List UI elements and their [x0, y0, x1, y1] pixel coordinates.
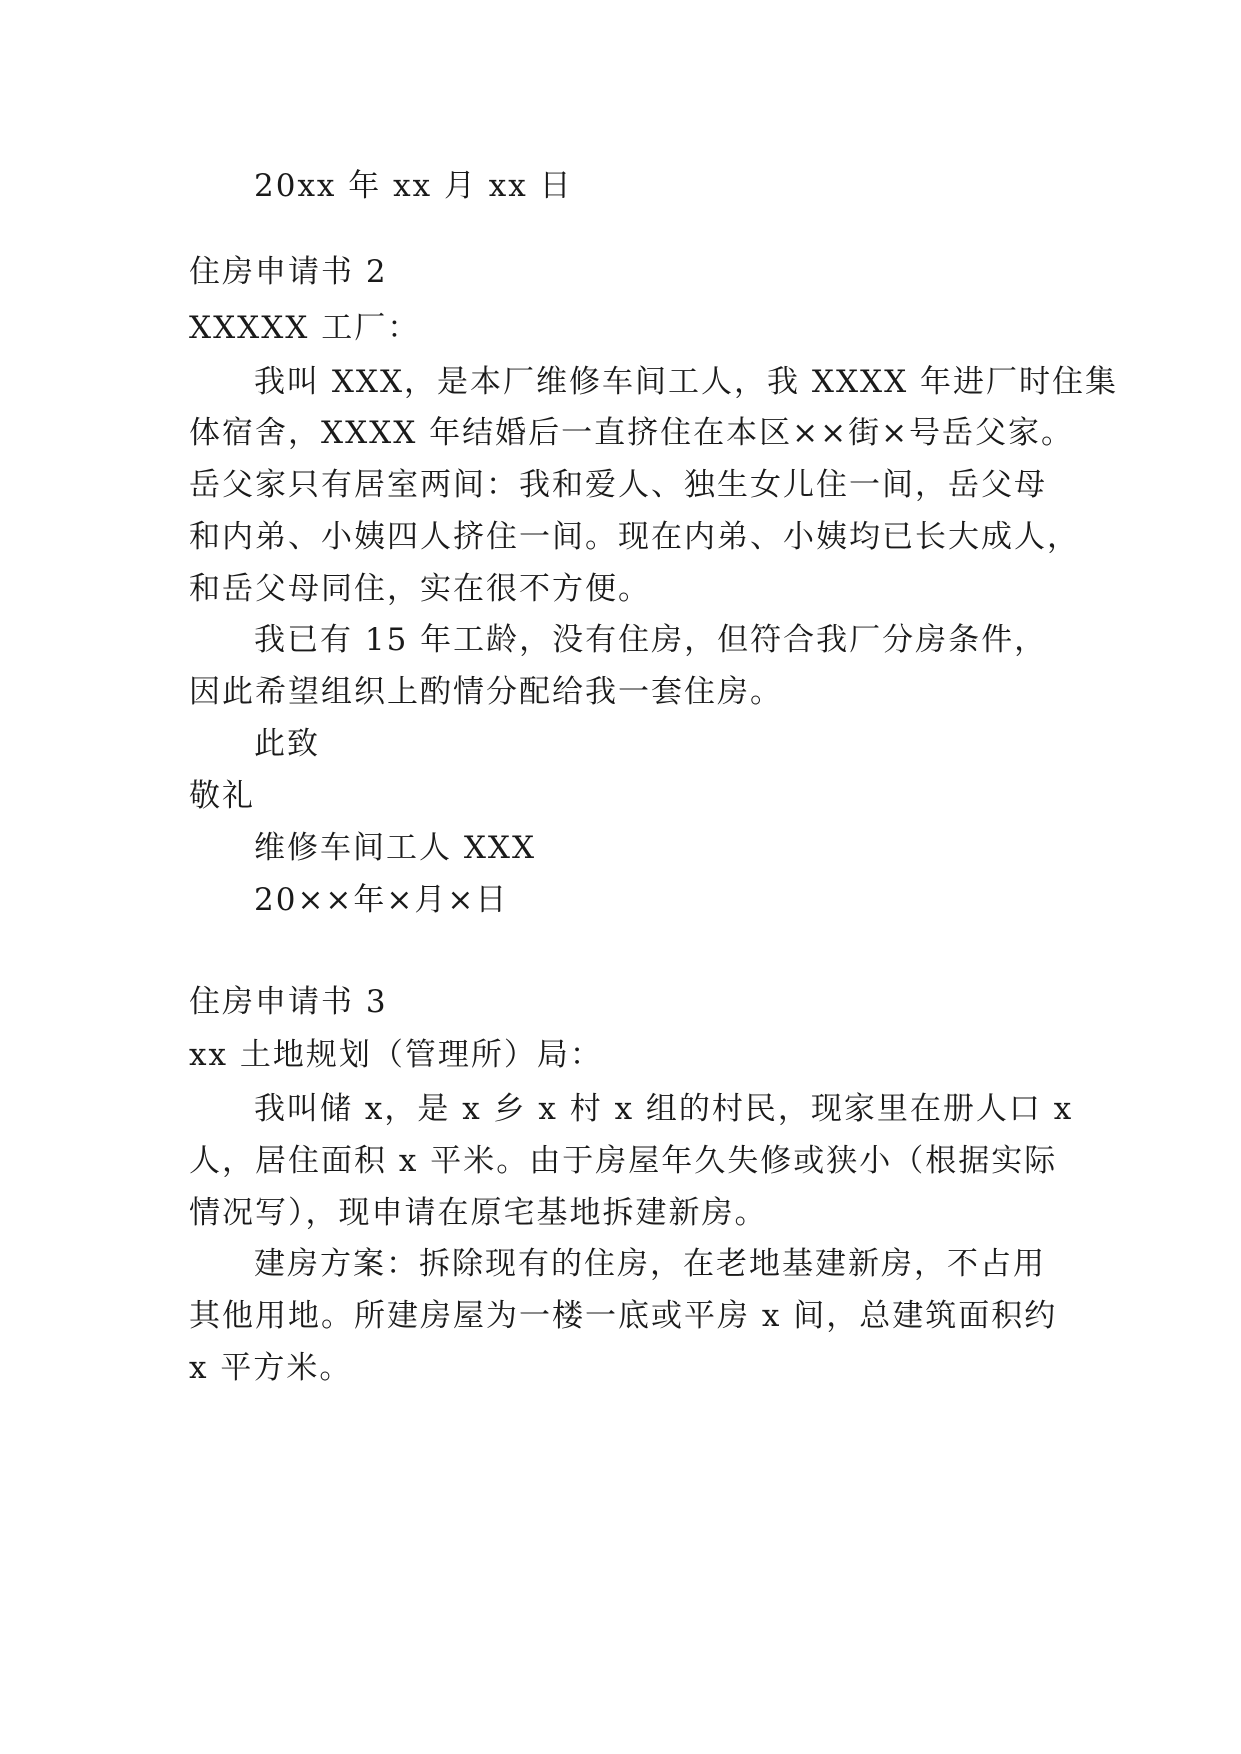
section3-addressee: xx 土地规划（管理所）局：: [189, 1037, 603, 1073]
section3-para2-line1: 建房方案：拆除现有的住房，在老地基建新房，不占用: [254, 1246, 1046, 1282]
section2-para2-line1: 我已有 15 年工龄，没有住房，但符合我厂分房条件，: [254, 622, 1048, 658]
section2-date: 20××年×月×日: [254, 882, 509, 918]
section2-addressee: XXXXX 工厂：: [189, 310, 421, 346]
section3-title: 住房申请书 3: [189, 984, 388, 1020]
section2-para1-line2: 体宿舍，XXXX 年结婚后一直挤住在本区××街×号岳父家。: [189, 415, 1075, 451]
section3-para1-line3: 情况写），现申请在原宅基地拆建新房。: [189, 1195, 768, 1231]
section3-para2-line3: x 平方米。: [189, 1350, 353, 1386]
section2-para1-line4: 和内弟、小姨四人挤住一间。现在内弟、小姨均已长大成人，: [189, 519, 1080, 555]
section2-para1-line1: 我叫 XXX，是本厂维修车间工人，我 XXXX 年进厂时住集: [254, 364, 1119, 400]
section2-salute: 敬礼: [189, 778, 255, 814]
section2-para1-line5: 和岳父母同住，实在很不方便。: [189, 571, 651, 607]
section2-para2-line2: 因此希望组织上酌情分配给我一套住房。: [189, 674, 783, 710]
section3-para1-line1: 我叫储 x，是 x 乡 x 村 x 组的村民，现家里在册人口 x: [254, 1091, 1074, 1127]
section2-signature: 维修车间工人 XXX: [254, 830, 537, 866]
section2-para1-line3: 岳父家只有居室两间：我和爱人、独生女儿住一间，岳父母: [189, 467, 1047, 503]
section1-date: 20xx 年 xx 月 xx 日: [254, 168, 573, 204]
section2-title: 住房申请书 2: [189, 254, 388, 290]
section2-closing: 此致: [254, 726, 320, 762]
section3-para1-line2: 人，居住面积 x 平米。由于房屋年久失修或狭小（根据实际: [189, 1143, 1058, 1179]
section3-para2-line2: 其他用地。所建房屋为一楼一底或平房 x 间，总建筑面积约: [189, 1298, 1058, 1334]
